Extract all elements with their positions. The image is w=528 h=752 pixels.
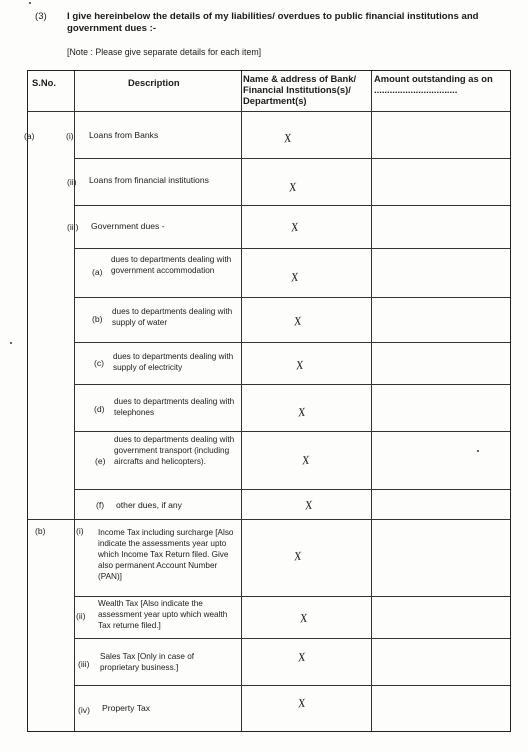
row-description: other dues, if any — [116, 500, 182, 510]
column-divider — [74, 71, 75, 731]
row-mark: X — [290, 269, 300, 285]
row-sub: (c) — [94, 358, 105, 368]
row-divider — [74, 248, 510, 249]
row-sub: (iii) — [67, 222, 79, 232]
section-number: (3) — [35, 11, 47, 22]
row-divider — [74, 297, 510, 298]
row-sub: (i) — [66, 131, 74, 141]
row-sub: (i) — [76, 526, 84, 536]
row-divider — [74, 205, 510, 206]
scan-speck — [29, 2, 31, 4]
row-mark: X — [304, 497, 314, 513]
header-amount: Amount outstanding as on ................................ — [374, 73, 493, 95]
row-mark: X — [293, 313, 303, 329]
row-description: Government dues - — [91, 221, 165, 231]
row-description: Sales Tax [Only in case of proprietary business.] — [100, 652, 195, 672]
row-sub: (e) — [95, 456, 106, 466]
row-mark: X — [293, 548, 303, 564]
header-description: Description — [128, 77, 180, 88]
row-mark: X — [283, 130, 293, 146]
scan-speck — [10, 342, 12, 344]
row-description: dues to departments dealing with government accommodation — [111, 255, 232, 275]
row-sno: (a) — [24, 131, 35, 141]
row-mark: X — [297, 649, 307, 665]
row-description: Wealth Tax [Also indicate the assessment year upto which wealth Tax returne filed.] — [98, 599, 228, 630]
row-mark: X — [297, 695, 307, 711]
row-mark: X — [301, 452, 311, 468]
row-sub: (a) — [92, 267, 103, 277]
row-description: Income Tax including surcharge [Also indicate the assessments year upto which Income Tax Return filed. Give also permanent Account Number (PAN)] — [98, 528, 234, 581]
row-sub: (d) — [94, 404, 105, 414]
row-description: Loans from Banks — [89, 130, 159, 140]
header-name-address: Name & address of Bank/ Financial Institutions(s)/ Department(s) — [243, 73, 357, 106]
row-mark: X — [288, 179, 298, 195]
row-sub: (ii) — [76, 611, 86, 621]
row-sub: (ii) — [67, 177, 77, 187]
row-divider — [74, 384, 510, 385]
row-mark: X — [295, 357, 305, 373]
row-mark: X — [290, 219, 300, 235]
row-sno: (b) — [35, 526, 46, 536]
row-sub: (b) — [92, 314, 103, 324]
liabilities-table — [24, 70, 511, 732]
row-divider — [74, 342, 510, 343]
row-description: dues to departments dealing with telephones — [114, 397, 235, 417]
column-divider — [371, 71, 372, 731]
row-description: Property Tax — [102, 703, 151, 713]
section-heading-text: I give hereinbelow the details of my liabilities/ overdues to public financial institutions and government dues :- — [67, 11, 479, 34]
row-divider — [74, 638, 510, 639]
row-divider — [74, 596, 510, 597]
scan-speck — [477, 450, 479, 452]
row-divider — [74, 431, 510, 432]
row-divider — [74, 158, 510, 159]
row-description: Loans from financial institutions — [89, 175, 209, 185]
row-mark: X — [299, 610, 309, 626]
row-divider — [74, 489, 510, 490]
row-divider — [74, 685, 510, 686]
row-divider — [28, 111, 510, 112]
row-description: dues to departments dealing with supply of water — [112, 307, 233, 327]
header-sno: S.No. — [32, 77, 56, 88]
section-note: [Note : Please give separate details for each item] — [67, 47, 262, 57]
row-description: dues to departments dealing with supply of electricity — [113, 352, 234, 372]
row-description: dues to departments dealing with government transport (including aircrafts and helicopters). — [114, 435, 235, 466]
row-sub: (iii) — [78, 659, 90, 669]
column-divider — [241, 71, 242, 731]
row-mark: X — [297, 404, 307, 420]
row-sub: (f) — [96, 500, 105, 510]
row-sub: (iv) — [78, 705, 90, 715]
row-divider — [28, 519, 510, 520]
